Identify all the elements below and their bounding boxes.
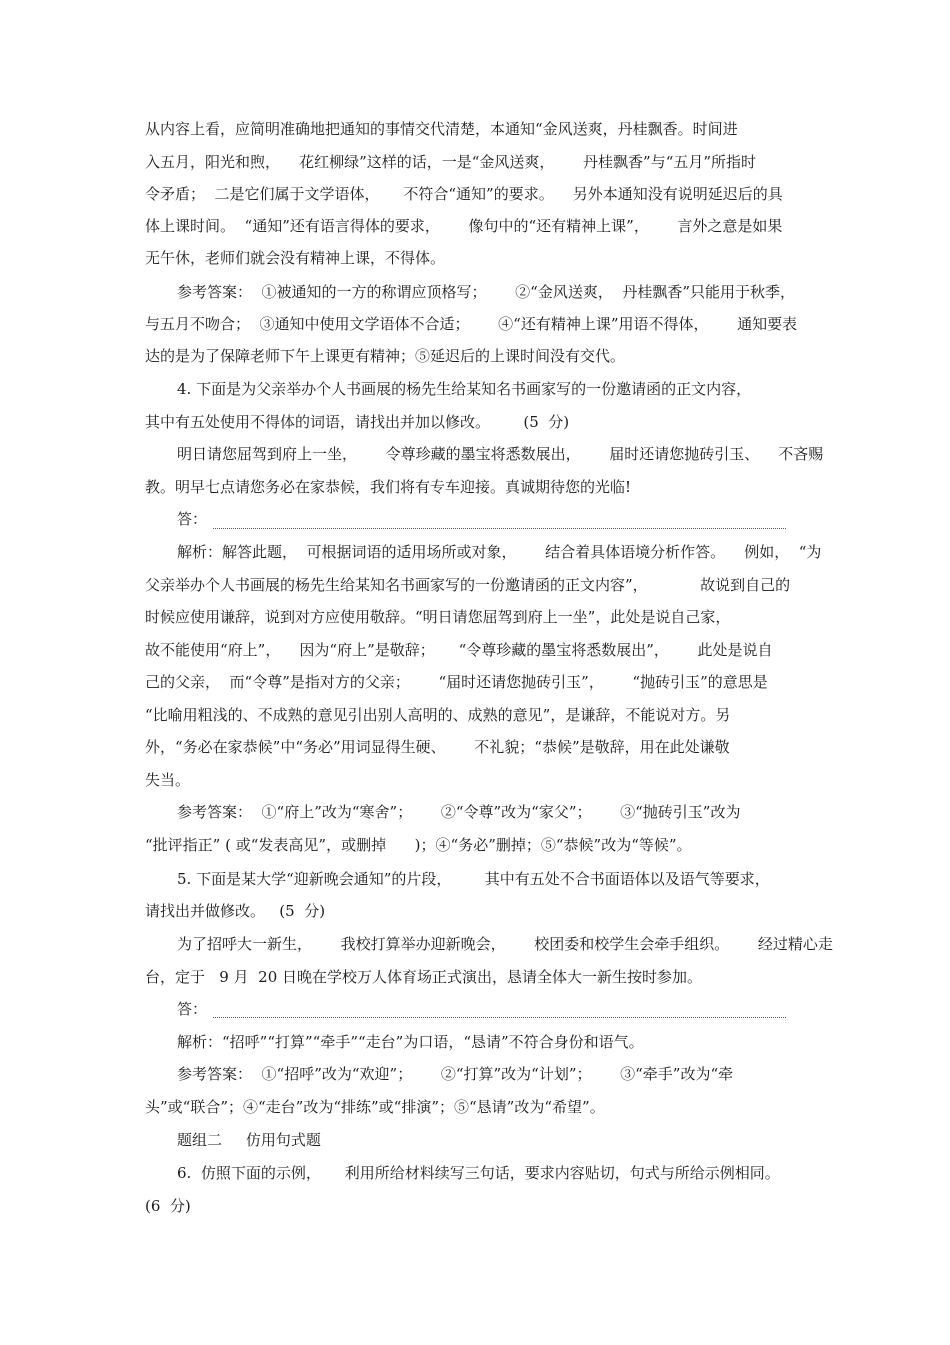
text-line: 达的是为了保障老师下午上课更有精神；⑤延迟后的上课时间没有交代。 <box>145 347 626 365</box>
text-line: “批评指正” ( 或“发表高见”，或删掉 )；④“务必”删掉；⑤“恭候”改为“等候”。 <box>145 836 692 854</box>
answer-blank <box>213 1017 786 1018</box>
section-heading: 题组二 仿用句式题 <box>177 1131 321 1149</box>
analysis-line: 解析：解答此题， 可根据词语的适用场所或对象， 结合着具体语境分析作答。 例如， “为 <box>177 543 822 561</box>
text-line: 失当。 <box>145 771 191 789</box>
text-line: 为了招呼大一新生， 我校打算举办迎新晚会， 校团委和校学生会牵手组织。 经过精心走 <box>177 935 833 953</box>
text-line: 父亲举办个人书画展的杨先生给某知名书画家写的一份邀请函的正文内容”， 故说到自己的 <box>145 576 791 594</box>
analysis-line: 解析：“招呼”“打算”“牵手”“走台”为口语，“恳请”不符合身份和语气。 <box>177 1033 644 1051</box>
answer-label: 答： <box>177 1000 208 1018</box>
question-line: 4. 下面是为父亲举办个人书画展的杨先生给某知名书画家写的一份邀请函的正文内容， <box>177 380 752 398</box>
text-line: 己的父亲， 而“令尊”是指对方的父亲； “届时还请您抛砖引玉”， “抛砖引玉”的意思是 <box>145 673 768 691</box>
text-line: 令矛盾； 二是它们属于文学语体， 不符合“通知”的要求。 另外本通知没有说明延迟后的具 <box>145 185 783 203</box>
text-line: 教。明早七点请您务必在家恭候，我们将有专车迎接。真诚期待您的光临! <box>145 478 632 496</box>
answer-line: 参考答案： ①“府上”改为“寒舍”； ②“令尊”改为“家父”； ③“抛砖引玉”改为 <box>177 803 741 821</box>
text-line: 无午休，老师们就会没有精神上课，不得体。 <box>145 249 446 267</box>
question-line: 5. 下面是某大学“迎新晚会通知”的片段， 其中有五处不合书面语体以及语气等要求， <box>177 870 770 888</box>
question-line: 6. 仿照下面的示例， 利用所给材料续写三句话，要求内容贴切，句式与所给示例相同。 <box>177 1164 780 1182</box>
answer-line: 参考答案： ①被通知的一方的称谓应顶格写； ②“金风送爽， 丹桂飘香”只能用于秋季， <box>177 283 796 301</box>
text-line: (6 分) <box>145 1197 191 1215</box>
answer-blank <box>213 528 786 529</box>
text-line: 请找出并做修改。 (5 分) <box>145 902 326 920</box>
text-line: 故不能使用“府上”， 因为“府上”是敬辞； “令尊珍藏的墨宝将悉数展出”， 此处是说自 <box>145 641 773 659</box>
text-line: 头”或“联合”；④“走台”改为“排练”或“排演”；⑤“恳请”改为“希望”。 <box>145 1098 605 1116</box>
text-line: 外，“务必在家恭候”中“务必”用词显得生硬、 不礼貌；“恭候”是敬辞，用在此处谦敬 <box>145 738 730 756</box>
text-line: 时候应使用谦辞，说到对方应使用敬辞。“明日请您屈驾到府上一坐”，此处是说自己家， <box>145 608 731 626</box>
text-line: “比喻用粗浅的、不成熟的意见引出别人高明的、成熟的意见”，是谦辞，不能说对方。另 <box>145 706 731 724</box>
text-line: 其中有五处使用不得体的词语，请找出并加以修改。 (5 分) <box>145 413 570 431</box>
answer-label: 答： <box>177 510 208 528</box>
answer-line: 参考答案： ①“招呼”改为“欢迎”； ②“打算”改为“计划”； ③“牵手”改为“牵 <box>177 1065 734 1083</box>
text-line: 台，定于 9 月 20 日晚在学校万人体育场正式演出，恳请全体大一新生按时参加。 <box>145 968 703 986</box>
text-line: 明日请您屈驾到府上一坐， 令尊珍藏的墨宝将悉数展出， 届时还请您抛砖引玉、 不吝赐 <box>177 445 824 463</box>
text-line: 从内容上看，应简明准确地把通知的事情交代清楚，本通知“金风送爽，丹桂飘香。时间进 <box>145 120 738 138</box>
text-line: 入五月，阳光和煦， 花红柳绿”这样的话，一是“金风送爽， 丹桂飘香”与“五月”所指时 <box>145 153 757 171</box>
text-line: 与五月不吻合； ③通知中使用文学语体不合适； ④“还有精神上课”用语不得体， 通知要表 <box>145 315 798 333</box>
text-line: 体上课时间。 “通知”还有语言得体的要求， 像句中的“还有精神上课”， 言外之意是如果 <box>145 217 783 235</box>
